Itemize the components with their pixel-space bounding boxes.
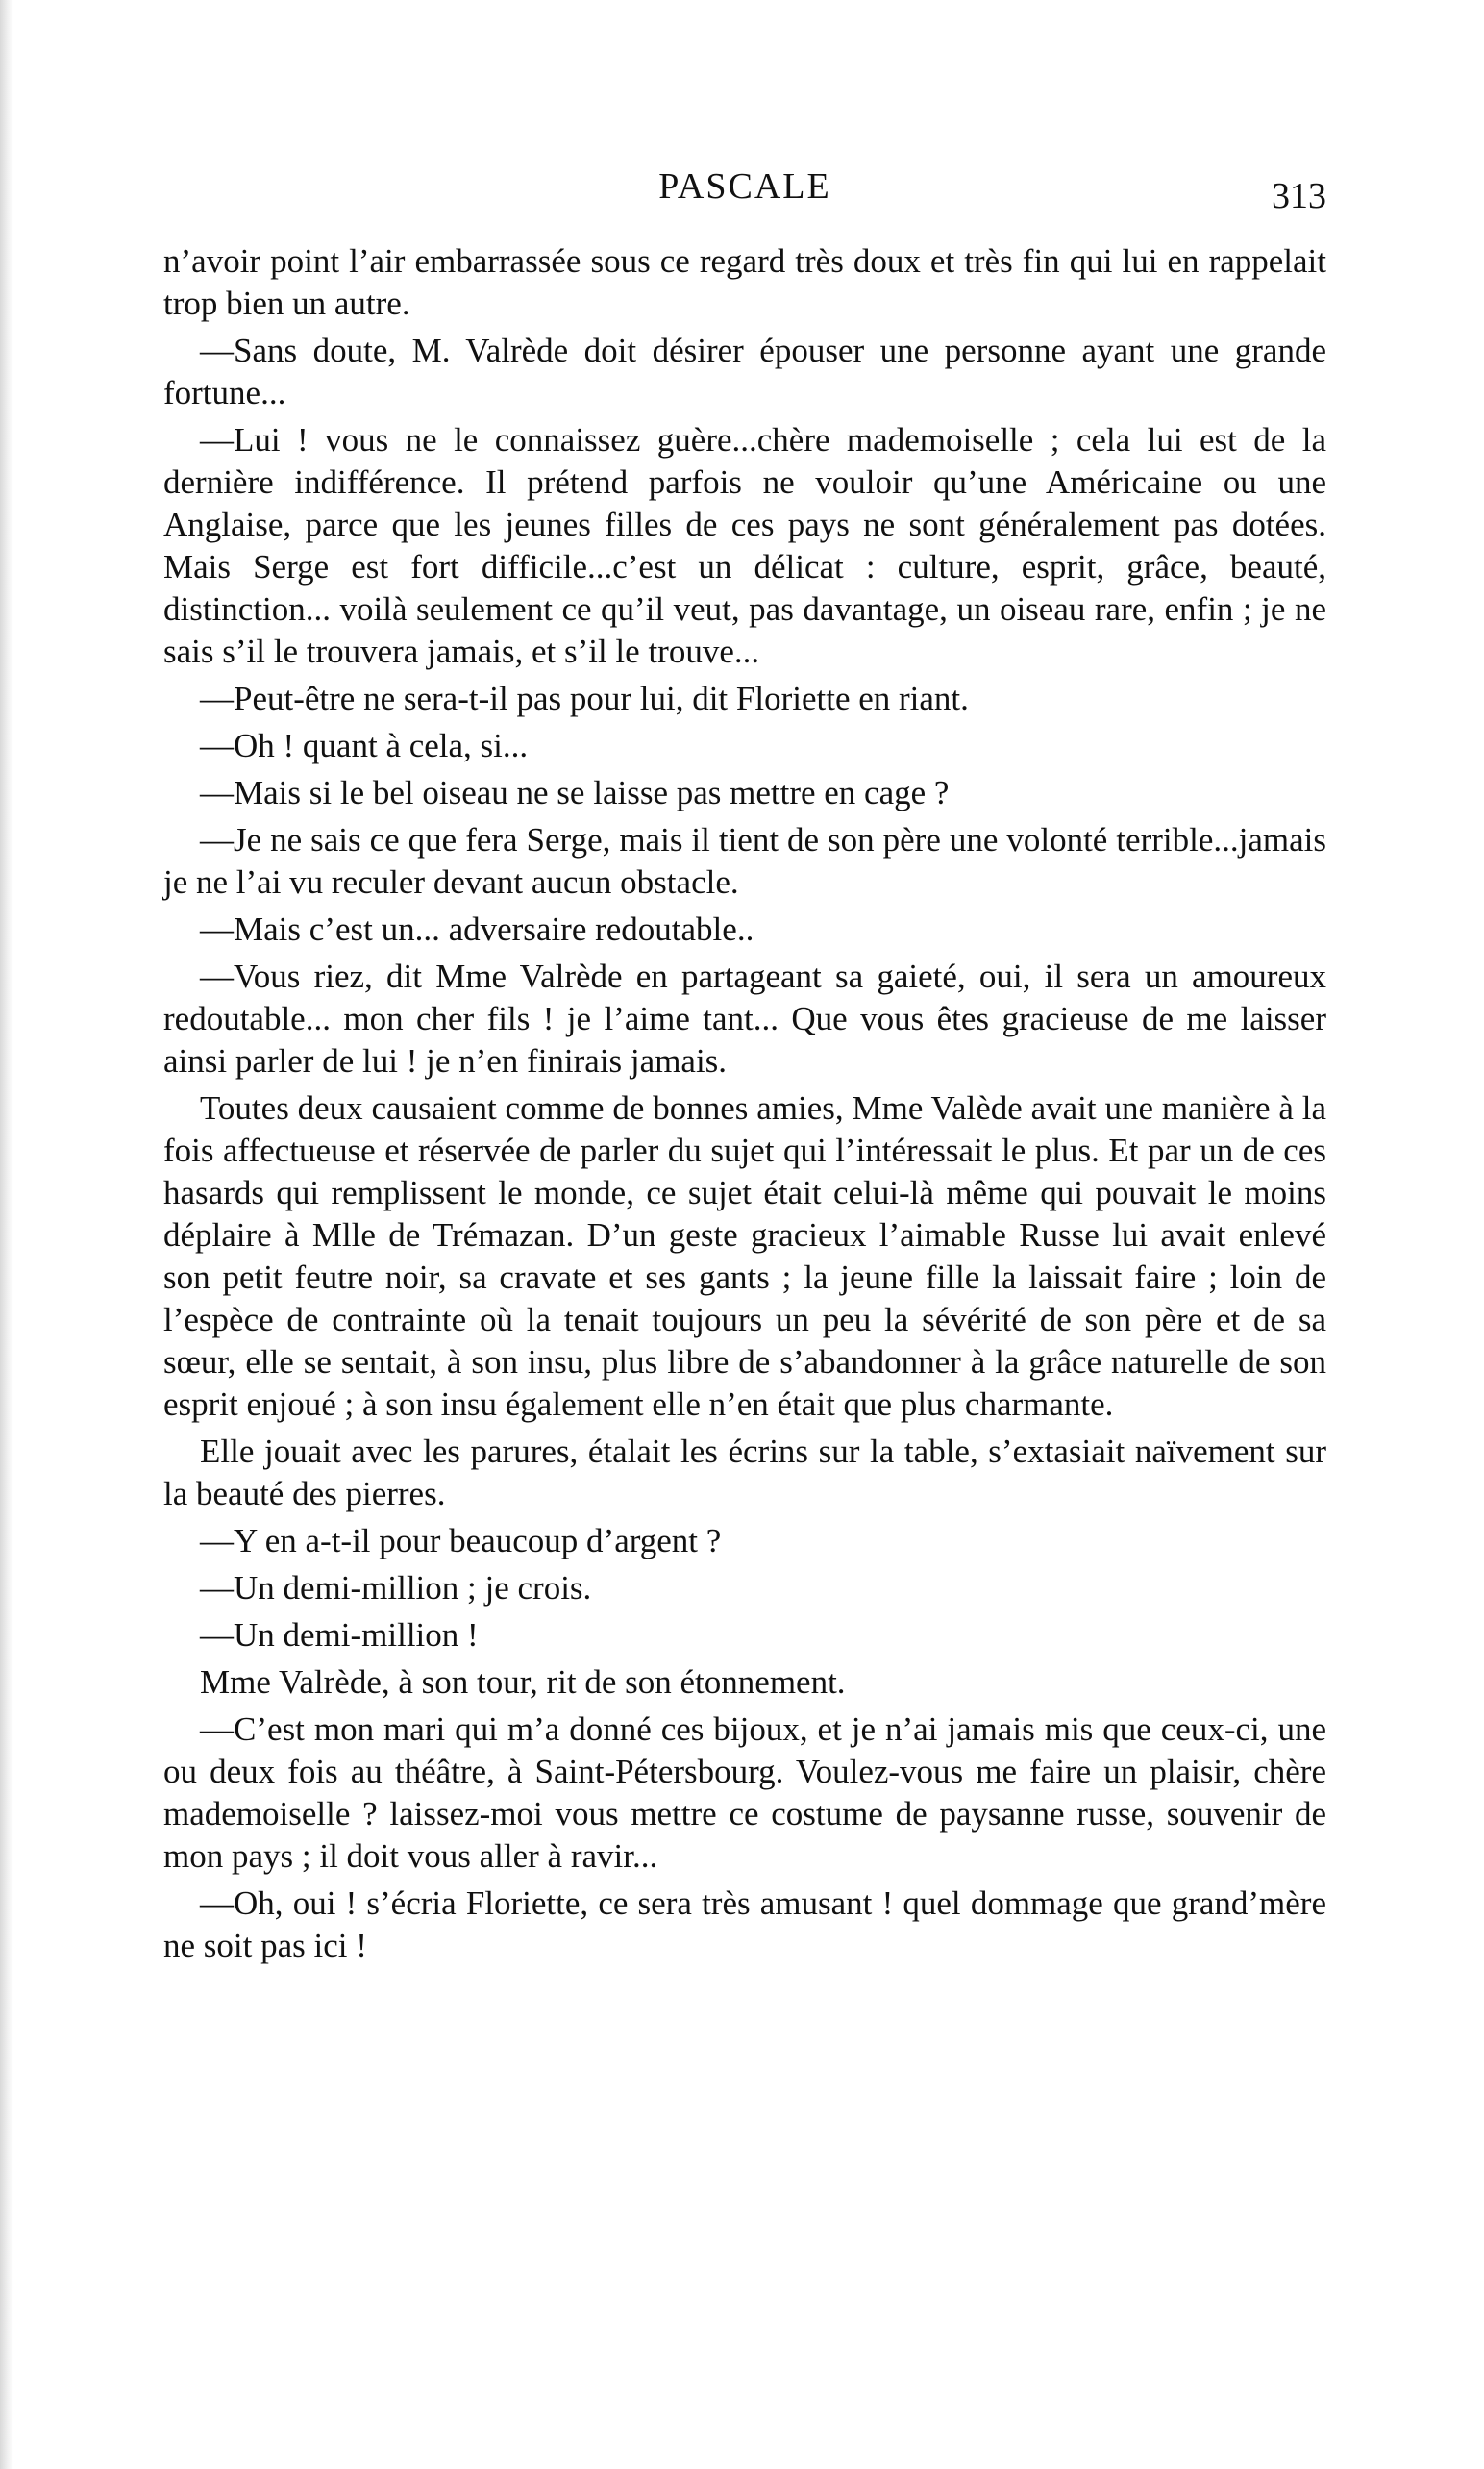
paragraph-14: —Un demi-million ! <box>200 1616 479 1654</box>
paragraph-16: —C’est mon mari qui m’a donné ces bijoux, et je n’ai jamais mis que ceux-ci, une ou deux fois au théâtre, à Saint-Pétersbourg. Voulez-vous me faire un plaisir, chère mademoiselle ? laissez-moi vous mettre ce costume de paysanne russe, souvenir de mon pays ; il doit vous aller à ravir... <box>163 1710 1326 1875</box>
scan-edge-shadow <box>0 0 13 2469</box>
paragraph-8: —Mais c’est un... adversaire redoutable.. <box>200 910 754 948</box>
paragraph-4: —Peut-être ne sera-t-il pas pour lui, dit Floriette en riant. <box>200 680 969 717</box>
paragraph-3: —Lui ! vous ne le connaissez guère...chère mademoiselle ; cela lui est de la dernière indifférence. Il prétend parfois ne vouloir qu’une Américaine ou une Anglaise, parce que les jeunes filles de ces pays ne sont généralement pas dotées. Mais Serge est fort difficile...c’est un délicat : culture, esprit, grâce, beauté, distinction... voilà seulement ce qu’il veut, pas davantage, un oiseau rare, enfin ; je ne sais s’il le trouvera jamais, et s’il le trouve... <box>163 421 1326 670</box>
paragraph-12: —Y en a-t-il pour beaucoup d’argent ? <box>200 1522 722 1559</box>
paragraph-1: n’avoir point l’air embarrassée sous ce regard très doux et très fin qui lui en rappelait trop bien un autre. <box>163 242 1326 322</box>
paragraph-17: —Oh, oui ! s’écria Floriette, ce sera très amusant ! quel dommage que grand’mère ne soit pas ici ! <box>163 1884 1326 1964</box>
paragraph-5: —Oh ! quant à cela, si... <box>200 727 529 764</box>
paragraph-9: —Vous riez, dit Mme Valrède en partageant sa gaieté, oui, il sera un amoureux redoutable... mon cher fils ! je l’aime tant... Que vous êtes gracieuse de me laisser ainsi parler de lui ! je n’en finirais jamais. <box>163 958 1326 1080</box>
paragraph-2: —Sans doute, M. Valrède doit désirer épouser une personne ayant une grande fortune... <box>163 332 1326 412</box>
paragraph-13: —Un demi-million ; je crois. <box>200 1569 592 1607</box>
paragraph-11: Elle jouait avec les parures, étalait les écrins sur la table, s’extasiait naïvement sur la beauté des pierres. <box>163 1433 1326 1512</box>
page-number: 313 <box>1272 176 1326 216</box>
paragraph-7: —Je ne sais ce que fera Serge, mais il tient de son père une volonté terrible...jamais je ne l’ai vu reculer devant aucun obstacle. <box>163 821 1326 901</box>
paragraph-10: Toutes deux causaient comme de bonnes amies, Mme Valède avait une manière à la fois affectueuse et réservée de parler du sujet qui l’intéressait le plus. Et par un de ces hasards qui remplissent le monde, ce sujet était celui-là même qui pouvait le moins déplaire à Mlle de Trémazan. D’un geste gracieux l’aimable Russe lui avait enlevé son petit feutre noir, sa cravate et ses gants ; la jeune fille la laissait faire ; loin de l’espèce de contrainte où la tenait toujours un peu la sévérité de son père et de sa sœur, elle se sentait, à son insu, plus libre de s’abandonner à la grâce naturelle de son esprit enjoué ; à son insu également elle n’en était que plus charmante. <box>163 1089 1326 1423</box>
body-text <box>163 240 1326 1972</box>
page-header <box>163 165 1326 216</box>
running-title: PASCALE <box>658 166 831 207</box>
paragraph-15: Mme Valrède, à son tour, rit de son étonnement. <box>200 1663 846 1701</box>
paragraph-6: —Mais si le bel oiseau ne se laisse pas mettre en cage ? <box>200 774 950 811</box>
